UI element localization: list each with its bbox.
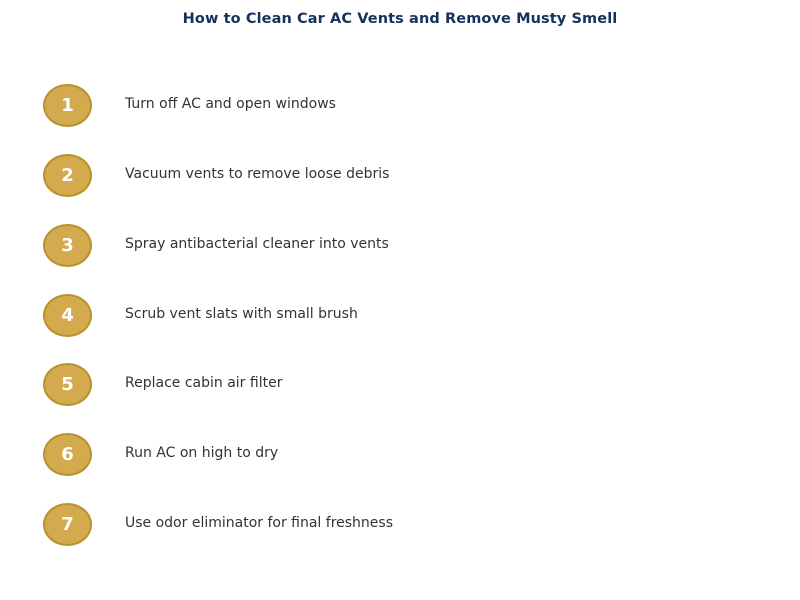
step-item <box>0 84 800 128</box>
step-item <box>0 154 800 198</box>
step-number-badge: 3 <box>43 224 92 267</box>
step-item <box>0 294 800 338</box>
step-label: Spray antibacterial cleaner into vents <box>125 236 389 252</box>
step-item <box>0 503 800 547</box>
step-item <box>0 363 800 407</box>
step-number-badge: 4 <box>43 294 92 337</box>
step-number-badge: 6 <box>43 433 92 476</box>
step-item <box>0 224 800 268</box>
step-label: Use odor eliminator for final freshness <box>125 515 394 531</box>
step-label: Scrub vent slats with small brush <box>125 306 358 322</box>
step-item <box>0 433 800 477</box>
step-label: Run AC on high to dry <box>125 445 279 461</box>
step-number-badge: 2 <box>43 154 92 197</box>
step-number-badge: 1 <box>43 84 92 127</box>
step-label: Vacuum vents to remove loose debris <box>125 166 390 182</box>
diagram-title: How to Clean Car AC Vents and Remove Musty Smell <box>182 11 618 27</box>
step-label: Turn off AC and open windows <box>125 96 336 112</box>
step-number-badge: 5 <box>43 363 92 406</box>
step-label: Replace cabin air filter <box>125 375 283 391</box>
step-number-badge: 7 <box>43 503 92 546</box>
